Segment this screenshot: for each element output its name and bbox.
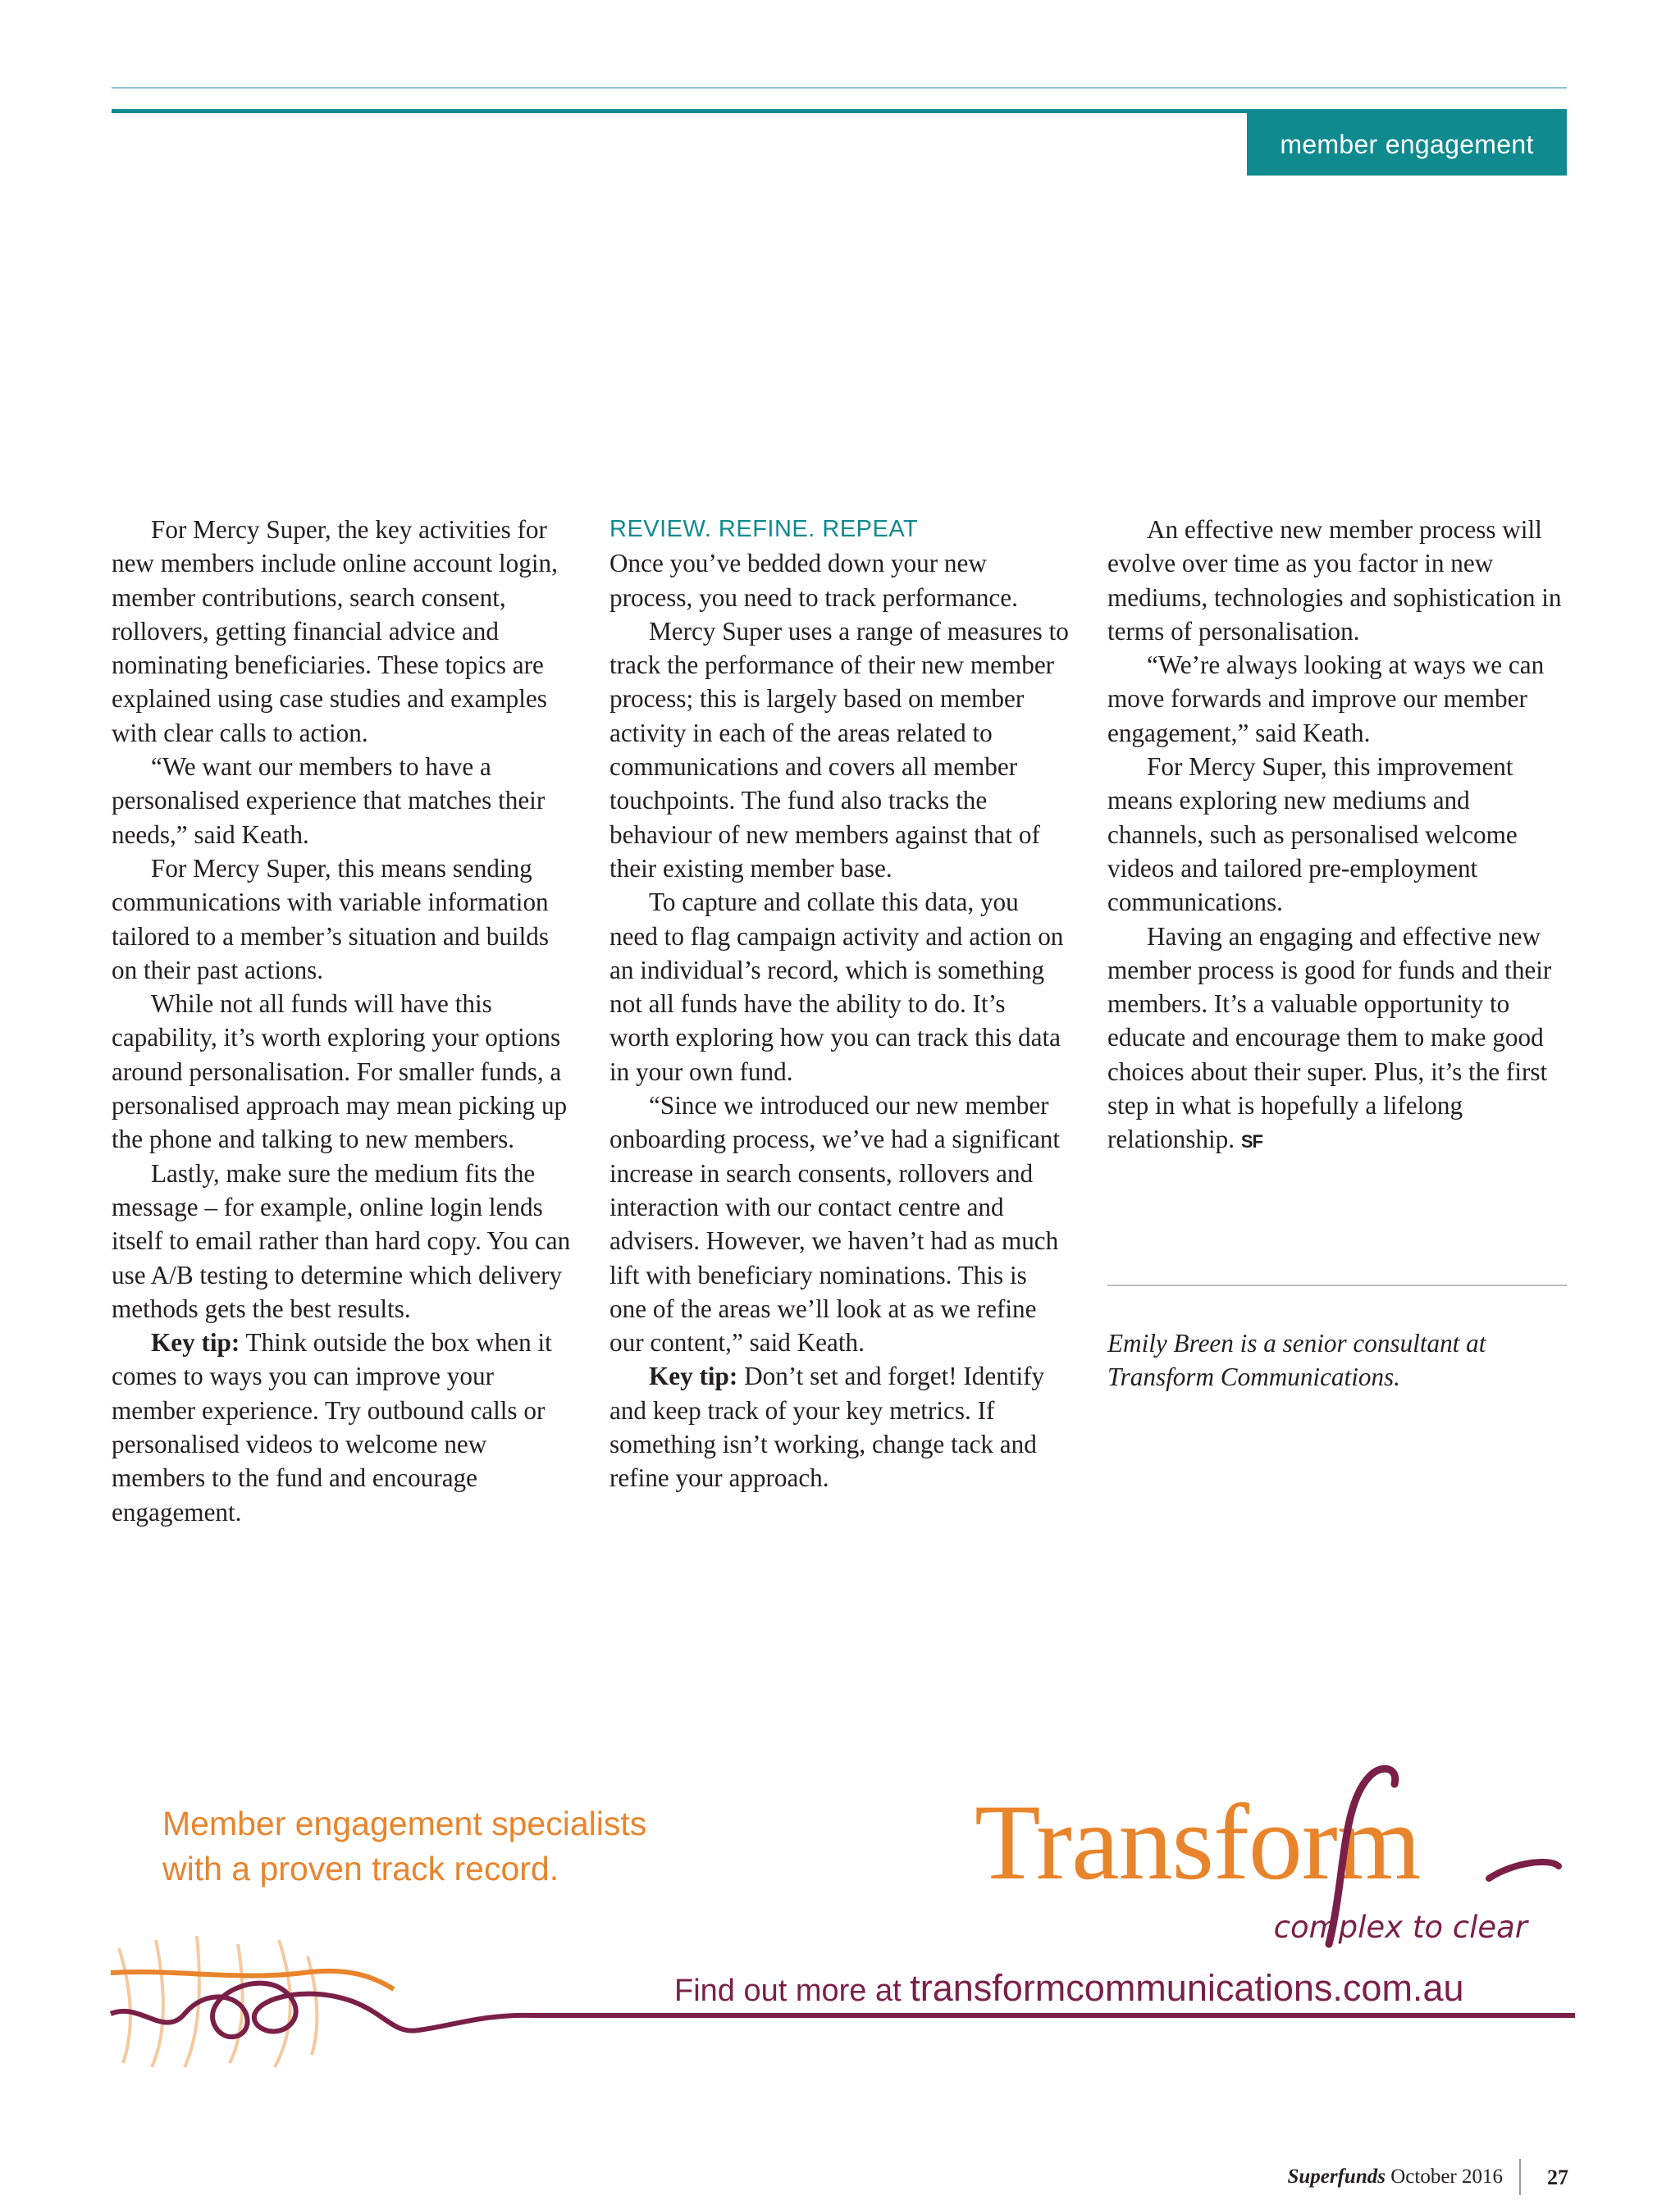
page-footer <box>1148 2166 1568 2198</box>
ad-tagline-line-2: with a proven track record. <box>162 1850 559 1887</box>
section-label: member engagement <box>1247 113 1567 176</box>
paragraph <box>1107 920 1571 1159</box>
paragraph: For Mercy Super, this means sending communications with variable information tailored to a member’s situation and builds on their past actions. <box>112 853 549 984</box>
logo-tagline: complex to clear <box>1273 1910 1527 1945</box>
transform-logo <box>960 1755 1567 1960</box>
page-number: 27 <box>1547 2166 1568 2189</box>
paragraph: Mercy Super uses a range of measures to track the performance of their new member process; this is largely based on member activity in each of the areas related to communications and covers all member touchpoints. The fund also tracks the behaviour of new members against that of their existing member base. <box>609 616 1069 883</box>
website-link[interactable]: transformcommunications.com.au <box>910 1967 1464 2009</box>
paragraph: Lastly, make sure the medium fits the message – for example, online login lends itself to email rather than hard copy. You can use A/B testing to determine which delivery methods gets the best results. <box>112 1158 571 1323</box>
ad-tagline <box>162 1801 786 1892</box>
article-column-1 <box>112 513 571 1529</box>
logo-wordmark: Transform <box>975 1782 1421 1902</box>
issue-date: October 2016 <box>1385 2166 1503 2188</box>
end-mark: SF <box>1240 1131 1262 1152</box>
paragraph: “Since we introduced our new member onboarding process, we’ve had a significant increase in search consents, rollovers and interaction with our contact centre and advisers. However, we haven’t had as much lift with beneficiary nominations. This is one of the areas we’ll look at as we refine our content,” said Keath. <box>609 1091 1061 1358</box>
publication-info <box>1287 2166 1503 2189</box>
key-tip-label: Key tip: <box>649 1362 738 1391</box>
key-tip-label: Key tip: <box>151 1328 240 1358</box>
key-tip-text: Think outside the box when it comes to ways you can improve your member experience. Try outbound calls or personalised videos to welcome new members to the fund and encourage engagement. <box>112 1328 552 1527</box>
closing-text: Having an engaging and effective new member process is good for funds and their members. It’s a valuable opportunity to educate and encourage them to make good choices about their super. Plus, it’s the first step in what is hopefully a lifelong relationship. <box>1107 921 1552 1154</box>
article-column-3 <box>1107 513 1571 1159</box>
header-rule-thin <box>112 87 1567 89</box>
article-column-2 <box>609 513 1069 1495</box>
find-more-line <box>674 1967 1577 2010</box>
find-more-label: Find out more at <box>674 1974 911 2008</box>
author-bio: Emily Breen is a senior consultant at Transform Communications. <box>1107 1329 1486 1392</box>
footer-divider <box>1519 2159 1521 2195</box>
paragraph: An effective new member process will evolve over time as you factor in new mediums, technologies and sophistication in terms of personalisation. <box>1107 515 1562 646</box>
section-heading: REVIEW. REFINE. REPEAT <box>609 516 919 542</box>
key-tip <box>112 1326 571 1529</box>
paragraph: For Mercy Super, the key activities for new members include online account login, member contributions, search consent, rollovers, getting financial advice and nominating beneficiaries. These topics are explained using case studies and examples with clear calls to action. <box>112 515 558 747</box>
paragraph: For Mercy Super, this improvement means exploring new mediums and channels, such as personalised welcome videos and tailored pre-employment communications. <box>1107 752 1518 917</box>
paragraph: “We’re always looking at ways we can move forwards and improve our member engagement,” said Keath. <box>1107 650 1545 747</box>
key-tip-text: Don’t set and forget! Identify and keep track of your key metrics. If something isn’t working, change tack and refine your approach. <box>609 1362 1045 1493</box>
key-tip <box>609 1359 1069 1495</box>
paragraph: Once you’ve bedded down your new process, you need to track performance. <box>609 549 1018 612</box>
paragraph: “We want our members to have a personalised experience that matches their needs,” said Keath. <box>112 752 546 849</box>
bio-divider <box>1107 1285 1567 1286</box>
ad-tagline-line-1: Member engagement specialists <box>162 1805 647 1842</box>
publication-name: Superfunds <box>1287 2166 1386 2188</box>
paragraph: To capture and collate this data, you need to flag campaign activity and action on an individual’s record, which is something not all funds have the ability to do. It’s worth exploring how you can track this data in your own fund. <box>609 888 1064 1086</box>
paragraph: While not all funds will have this capability, it’s worth exploring your options around personalisation. For smaller funds, a personalised approach may mean picking up the phone and talking to new members. <box>112 989 568 1154</box>
